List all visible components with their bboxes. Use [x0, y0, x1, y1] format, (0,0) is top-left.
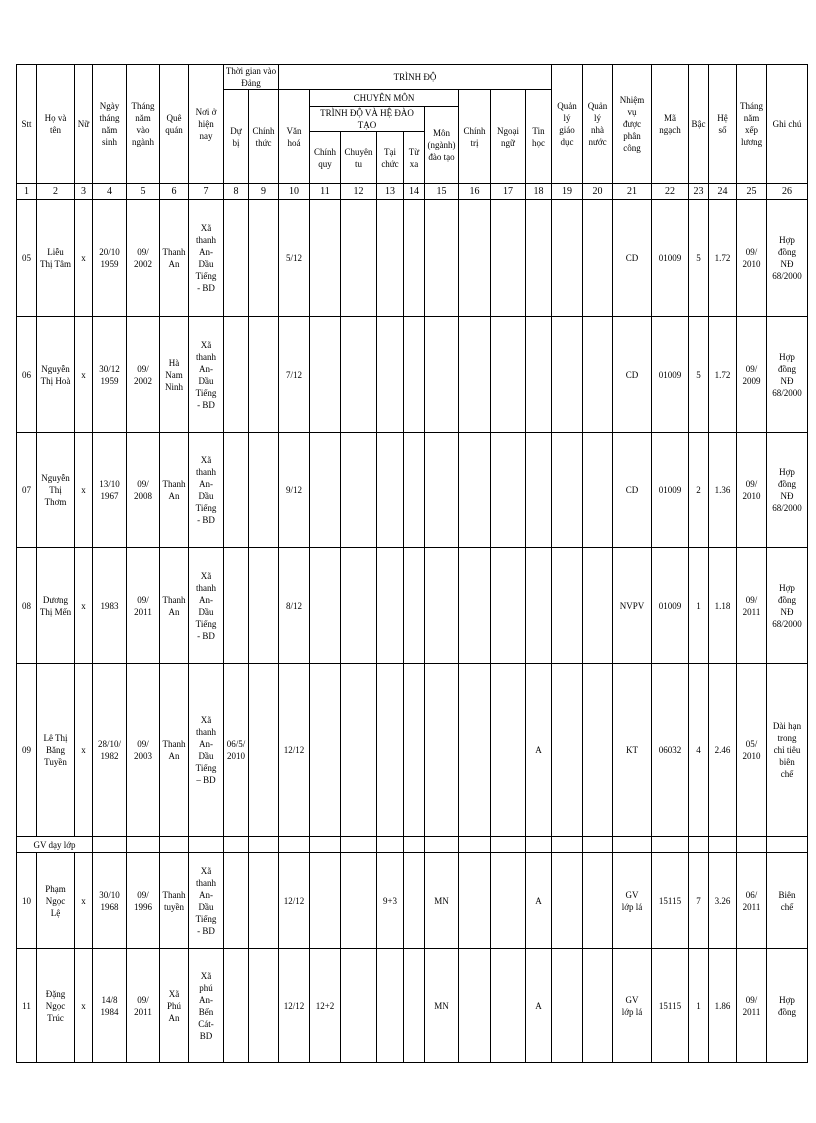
- cell-bac: 1: [689, 949, 709, 1063]
- cell-chinh-thuc: [249, 317, 279, 433]
- cell-van-hoa: 12/12: [279, 949, 310, 1063]
- cell-ql-gd: [552, 853, 583, 949]
- column-number: 22: [652, 184, 689, 200]
- hdr-name: Họ và tên: [37, 65, 75, 184]
- cell-address: Xã thanh An- Dầu Tiếng - BD: [189, 200, 224, 317]
- cell-chinh-thuc: [249, 200, 279, 317]
- column-number: 4: [93, 184, 127, 200]
- cell-chinh-quy: [310, 433, 341, 548]
- section-blank: [425, 837, 459, 853]
- cell-nhiem-vu: GV lớp lá: [613, 949, 652, 1063]
- cell-du-bi: [224, 317, 249, 433]
- cell-du-bi: 06/5/ 2010: [224, 664, 249, 837]
- cell-nu: x: [75, 200, 93, 317]
- table-row: [17, 200, 808, 317]
- cell-tin-hoc: A: [526, 853, 552, 949]
- column-number: 26: [767, 184, 808, 200]
- cell-ma-ngach: 01009: [652, 548, 689, 664]
- section-blank: [583, 837, 613, 853]
- cell-chinh-tri: [459, 949, 491, 1063]
- cell-chinh-thuc: [249, 548, 279, 664]
- cell-chinh-thuc: [249, 433, 279, 548]
- column-number: 6: [160, 184, 189, 200]
- cell-du-bi: [224, 433, 249, 548]
- cell-xep-luong: 06/ 2011: [737, 853, 767, 949]
- hdr-ql-giao-duc: Quản lý giáo dục: [552, 65, 583, 184]
- cell-chinh-tri: [459, 548, 491, 664]
- hdr-dob: Ngày tháng năm sinh: [93, 65, 127, 184]
- section-blank: [249, 837, 279, 853]
- cell-tu-xa: [404, 664, 425, 837]
- section-blank: [491, 837, 526, 853]
- section-blank: [613, 837, 652, 853]
- cell-tu-xa: [404, 433, 425, 548]
- hdr-he-so: Hệ số: [709, 65, 737, 184]
- cell-ngoai-ngu: [491, 949, 526, 1063]
- section-blank: [310, 837, 341, 853]
- cell-ghi-chu: Hợp đồng NĐ 68/2000: [767, 200, 808, 317]
- section-blank: [526, 837, 552, 853]
- cell-xep-luong: 09/ 2010: [737, 433, 767, 548]
- cell-name: Đặng Ngọc Trúc: [37, 949, 75, 1063]
- table-row: [17, 853, 808, 949]
- cell-ngoai-ngu: [491, 200, 526, 317]
- cell-ql-nn: [583, 548, 613, 664]
- section-blank: [341, 837, 377, 853]
- section-blank: [552, 837, 583, 853]
- column-number: 23: [689, 184, 709, 200]
- column-number: 16: [459, 184, 491, 200]
- cell-nu: x: [75, 664, 93, 837]
- cell-name: Dương Thị Mến: [37, 548, 75, 664]
- cell-bac: 5: [689, 200, 709, 317]
- cell-dob: 30/12 1959: [93, 317, 127, 433]
- section-blank: [377, 837, 404, 853]
- column-number: 3: [75, 184, 93, 200]
- cell-nhiem-vu: KT: [613, 664, 652, 837]
- cell-mon: [425, 200, 459, 317]
- cell-van-hoa: 7/12: [279, 317, 310, 433]
- cell-tin-hoc: [526, 548, 552, 664]
- cell-xep-luong: 09/ 2011: [737, 949, 767, 1063]
- cell-tin-hoc: A: [526, 664, 552, 837]
- cell-start: 09/ 2008: [127, 433, 160, 548]
- section-blank: [652, 837, 689, 853]
- cell-chuyen-tu: [341, 664, 377, 837]
- cell-he-so: 3.26: [709, 853, 737, 949]
- cell-du-bi: [224, 200, 249, 317]
- table-row: [17, 548, 808, 664]
- section-blank: [459, 837, 491, 853]
- cell-start: 09/ 1996: [127, 853, 160, 949]
- cell-dob: 20/10 1959: [93, 200, 127, 317]
- cell-bac: 5: [689, 317, 709, 433]
- column-number: 7: [189, 184, 224, 200]
- cell-bac: 4: [689, 664, 709, 837]
- cell-chuyen-tu: [341, 317, 377, 433]
- cell-tin-hoc: [526, 200, 552, 317]
- cell-ql-gd: [552, 949, 583, 1063]
- hdr-stt: Stt: [17, 65, 37, 184]
- cell-chuyen-tu: [341, 949, 377, 1063]
- cell-start: 09/ 2002: [127, 317, 160, 433]
- cell-tu-xa: [404, 200, 425, 317]
- cell-chinh-tri: [459, 317, 491, 433]
- cell-nu: x: [75, 317, 93, 433]
- cell-tai-chuc: [377, 548, 404, 664]
- cell-ma-ngach: 15115: [652, 949, 689, 1063]
- column-number-row: [17, 184, 808, 200]
- table-row: [17, 664, 808, 837]
- cell-van-hoa: 5/12: [279, 200, 310, 317]
- hdr-he-dao-tao: TRÌNH ĐỘ VÀ HỆ ĐÀO TẠO: [310, 107, 425, 132]
- cell-ql-nn: [583, 853, 613, 949]
- cell-tu-xa: [404, 949, 425, 1063]
- cell-chuyen-tu: [341, 548, 377, 664]
- hdr-ngoai-ngu: Ngoại ngữ: [491, 90, 526, 184]
- cell-hometown: Hà Nam Ninh: [160, 317, 189, 433]
- cell-hometown: Xã Phú An: [160, 949, 189, 1063]
- cell-chinh-quy: [310, 853, 341, 949]
- table-row: [17, 949, 808, 1063]
- cell-chuyen-tu: [341, 853, 377, 949]
- cell-name: Phạm Ngọc Lệ: [37, 853, 75, 949]
- column-number: 14: [404, 184, 425, 200]
- cell-chuyen-tu: [341, 433, 377, 548]
- cell-ql-nn: [583, 200, 613, 317]
- hdr-address: Nơi ở hiện nay: [189, 65, 224, 184]
- cell-tin-hoc: [526, 433, 552, 548]
- cell-hometown: Thanh An: [160, 548, 189, 664]
- cell-ghi-chu: Hợp đồng NĐ 68/2000: [767, 317, 808, 433]
- hdr-chinh-tri: Chính trị: [459, 90, 491, 184]
- cell-chinh-quy: [310, 200, 341, 317]
- cell-dob: 28/10/ 1982: [93, 664, 127, 837]
- cell-ql-gd: [552, 433, 583, 548]
- cell-name: Nguyễn Thị Thơm: [37, 433, 75, 548]
- section-blank: [224, 837, 249, 853]
- cell-stt: 11: [17, 949, 37, 1063]
- hdr-tu-xa: Từ xa: [404, 132, 425, 184]
- cell-stt: 05: [17, 200, 37, 317]
- section-blank: [127, 837, 160, 853]
- hdr-xep-luong: Tháng năm xếp lương: [737, 65, 767, 184]
- section-blank: [689, 837, 709, 853]
- staff-roster-table: [16, 64, 808, 1063]
- cell-van-hoa: 12/12: [279, 853, 310, 949]
- section-blank: [93, 837, 127, 853]
- cell-tai-chuc: [377, 317, 404, 433]
- cell-du-bi: [224, 949, 249, 1063]
- column-number: 1: [17, 184, 37, 200]
- cell-hometown: Thanh An: [160, 200, 189, 317]
- cell-chinh-quy: [310, 548, 341, 664]
- cell-he-so: 1.36: [709, 433, 737, 548]
- cell-address: Xã thanh An- Dầu Tiếng – BD: [189, 664, 224, 837]
- column-number: 10: [279, 184, 310, 200]
- cell-chinh-thuc: [249, 949, 279, 1063]
- column-number: 21: [613, 184, 652, 200]
- column-number: 24: [709, 184, 737, 200]
- cell-chinh-tri: [459, 433, 491, 548]
- table-row: [17, 317, 808, 433]
- section-blank: [279, 837, 310, 853]
- cell-ql-nn: [583, 949, 613, 1063]
- cell-van-hoa: 8/12: [279, 548, 310, 664]
- cell-du-bi: [224, 853, 249, 949]
- cell-chuyen-tu: [341, 200, 377, 317]
- cell-tin-hoc: [526, 317, 552, 433]
- cell-nhiem-vu: NVPV: [613, 548, 652, 664]
- cell-bac: 1: [689, 548, 709, 664]
- cell-chinh-tri: [459, 200, 491, 317]
- cell-dob: 1983: [93, 548, 127, 664]
- cell-tai-chuc: [377, 949, 404, 1063]
- cell-mon: [425, 664, 459, 837]
- cell-name: Liễu Thị Tâm: [37, 200, 75, 317]
- cell-du-bi: [224, 548, 249, 664]
- section-blank: [709, 837, 737, 853]
- cell-ma-ngach: 01009: [652, 200, 689, 317]
- table-header: [17, 65, 808, 184]
- cell-ql-nn: [583, 433, 613, 548]
- hdr-nu: Nữ: [75, 65, 93, 184]
- hdr-mon-dao-tao: Môn (ngành) đào tạo: [425, 107, 459, 184]
- cell-nhiem-vu: CD: [613, 317, 652, 433]
- cell-van-hoa: 9/12: [279, 433, 310, 548]
- cell-hometown: Thanh An: [160, 664, 189, 837]
- hdr-ma-ngach: Mã ngạch: [652, 65, 689, 184]
- cell-tai-chuc: [377, 664, 404, 837]
- cell-ngoai-ngu: [491, 548, 526, 664]
- cell-tai-chuc: [377, 200, 404, 317]
- cell-ql-gd: [552, 664, 583, 837]
- cell-stt: 06: [17, 317, 37, 433]
- hdr-chuyen-tu: Chuyên tu: [341, 132, 377, 184]
- hdr-party: Thời gian vào Đảng: [224, 65, 279, 90]
- column-number: 8: [224, 184, 249, 200]
- cell-ghi-chu: Biên chế: [767, 853, 808, 949]
- cell-dob: 30/10 1968: [93, 853, 127, 949]
- cell-xep-luong: 09/ 2010: [737, 200, 767, 317]
- column-number: 25: [737, 184, 767, 200]
- cell-start: 09/ 2011: [127, 949, 160, 1063]
- cell-ma-ngach: 01009: [652, 433, 689, 548]
- cell-name: Nguyễn Thị Hoà: [37, 317, 75, 433]
- hdr-trinh-do: TRÌNH ĐỘ: [279, 65, 552, 90]
- section-blank: [767, 837, 808, 853]
- column-number: 20: [583, 184, 613, 200]
- section-blank: [737, 837, 767, 853]
- cell-ql-nn: [583, 664, 613, 837]
- cell-dob: 14/8 1984: [93, 949, 127, 1063]
- cell-address: Xã thanh An- Dầu Tiếng - BD: [189, 853, 224, 949]
- cell-mon: MN: [425, 853, 459, 949]
- cell-tu-xa: [404, 853, 425, 949]
- hdr-ql-nha-nuoc: Quản lý nhà nước: [583, 65, 613, 184]
- column-number: 12: [341, 184, 377, 200]
- cell-hometown: Thanh tuyền: [160, 853, 189, 949]
- cell-ql-gd: [552, 200, 583, 317]
- cell-chinh-thuc: [249, 664, 279, 837]
- hdr-tin-hoc: Tin học: [526, 90, 552, 184]
- cell-he-so: 1.72: [709, 317, 737, 433]
- column-number: 18: [526, 184, 552, 200]
- cell-xep-luong: 09/ 2011: [737, 548, 767, 664]
- cell-stt: 10: [17, 853, 37, 949]
- cell-nhiem-vu: CD: [613, 200, 652, 317]
- hdr-ghi-chu: Ghi chú: [767, 65, 808, 184]
- hdr-nhiem-vu: Nhiệm vụ được phân công: [613, 65, 652, 184]
- hdr-hometown: Quê quán: [160, 65, 189, 184]
- hdr-tai-chuc: Tại chức: [377, 132, 404, 184]
- section-blank: [404, 837, 425, 853]
- section-blank: [189, 837, 224, 853]
- cell-start: 09/ 2011: [127, 548, 160, 664]
- table-body: [17, 184, 808, 1063]
- cell-ghi-chu: Hợp đồng: [767, 949, 808, 1063]
- cell-ql-gd: [552, 317, 583, 433]
- cell-stt: 08: [17, 548, 37, 664]
- cell-tai-chuc: [377, 433, 404, 548]
- cell-ngoai-ngu: [491, 317, 526, 433]
- cell-mon: [425, 433, 459, 548]
- cell-ql-gd: [552, 548, 583, 664]
- cell-mon: [425, 548, 459, 664]
- cell-chinh-tri: [459, 664, 491, 837]
- column-number: 19: [552, 184, 583, 200]
- cell-nhiem-vu: GV lớp lá: [613, 853, 652, 949]
- cell-ghi-chu: Hợp đồng NĐ 68/2000: [767, 548, 808, 664]
- column-number: 15: [425, 184, 459, 200]
- section-label: GV dạy lớp: [17, 837, 93, 853]
- hdr-chinh-thuc: Chính thức: [249, 90, 279, 184]
- cell-hometown: Thanh An: [160, 433, 189, 548]
- cell-name: Lê Thị Băng Tuyền: [37, 664, 75, 837]
- cell-ma-ngach: 06032: [652, 664, 689, 837]
- cell-tin-hoc: A: [526, 949, 552, 1063]
- cell-ql-nn: [583, 317, 613, 433]
- hdr-start: Tháng năm vào ngành: [127, 65, 160, 184]
- cell-start: 09/ 2003: [127, 664, 160, 837]
- column-number: 11: [310, 184, 341, 200]
- cell-nu: x: [75, 433, 93, 548]
- section-row: [17, 837, 808, 853]
- cell-dob: 13/10 1967: [93, 433, 127, 548]
- cell-ngoai-ngu: [491, 664, 526, 837]
- cell-ngoai-ngu: [491, 853, 526, 949]
- cell-nu: x: [75, 548, 93, 664]
- column-number: 13: [377, 184, 404, 200]
- hdr-van-hoa: Văn hoá: [279, 90, 310, 184]
- column-number: 5: [127, 184, 160, 200]
- column-number: 2: [37, 184, 75, 200]
- cell-chinh-tri: [459, 853, 491, 949]
- cell-ghi-chu: Dài hạn trong chỉ tiêu biên chế: [767, 664, 808, 837]
- cell-ghi-chu: Hợp đồng NĐ 68/2000: [767, 433, 808, 548]
- cell-chinh-quy: 12+2: [310, 949, 341, 1063]
- hdr-chuyen-mon: CHUYÊN MÔN: [310, 90, 459, 107]
- cell-address: Xã thanh An- Dầu Tiếng - BD: [189, 548, 224, 664]
- cell-ma-ngach: 01009: [652, 317, 689, 433]
- cell-stt: 07: [17, 433, 37, 548]
- cell-chinh-quy: [310, 664, 341, 837]
- cell-he-so: 2.46: [709, 664, 737, 837]
- cell-mon: MN: [425, 949, 459, 1063]
- cell-nhiem-vu: CD: [613, 433, 652, 548]
- cell-bac: 7: [689, 853, 709, 949]
- hdr-du-bi: Dự bị: [224, 90, 249, 184]
- column-number: 9: [249, 184, 279, 200]
- cell-he-so: 1.72: [709, 200, 737, 317]
- section-blank: [160, 837, 189, 853]
- cell-he-so: 1.18: [709, 548, 737, 664]
- cell-nu: x: [75, 949, 93, 1063]
- cell-nu: x: [75, 853, 93, 949]
- cell-chinh-thuc: [249, 853, 279, 949]
- hdr-bac: Bậc: [689, 65, 709, 184]
- cell-stt: 09: [17, 664, 37, 837]
- cell-tu-xa: [404, 317, 425, 433]
- table-row: [17, 433, 808, 548]
- cell-start: 09/ 2002: [127, 200, 160, 317]
- cell-address: Xã thanh An- Dầu Tiếng - BD: [189, 433, 224, 548]
- cell-ma-ngach: 15115: [652, 853, 689, 949]
- cell-mon: [425, 317, 459, 433]
- cell-address: Xã thanh An- Dầu Tiếng - BD: [189, 317, 224, 433]
- cell-xep-luong: 05/ 2010: [737, 664, 767, 837]
- cell-tu-xa: [404, 548, 425, 664]
- column-number: 17: [491, 184, 526, 200]
- cell-van-hoa: 12/12: [279, 664, 310, 837]
- cell-xep-luong: 09/ 2009: [737, 317, 767, 433]
- cell-address: Xã phú An- Bến Cát- BD: [189, 949, 224, 1063]
- cell-ngoai-ngu: [491, 433, 526, 548]
- hdr-chinh-quy: Chính quy: [310, 132, 341, 184]
- cell-tai-chuc: 9+3: [377, 853, 404, 949]
- cell-chinh-quy: [310, 317, 341, 433]
- cell-he-so: 1.86: [709, 949, 737, 1063]
- cell-bac: 2: [689, 433, 709, 548]
